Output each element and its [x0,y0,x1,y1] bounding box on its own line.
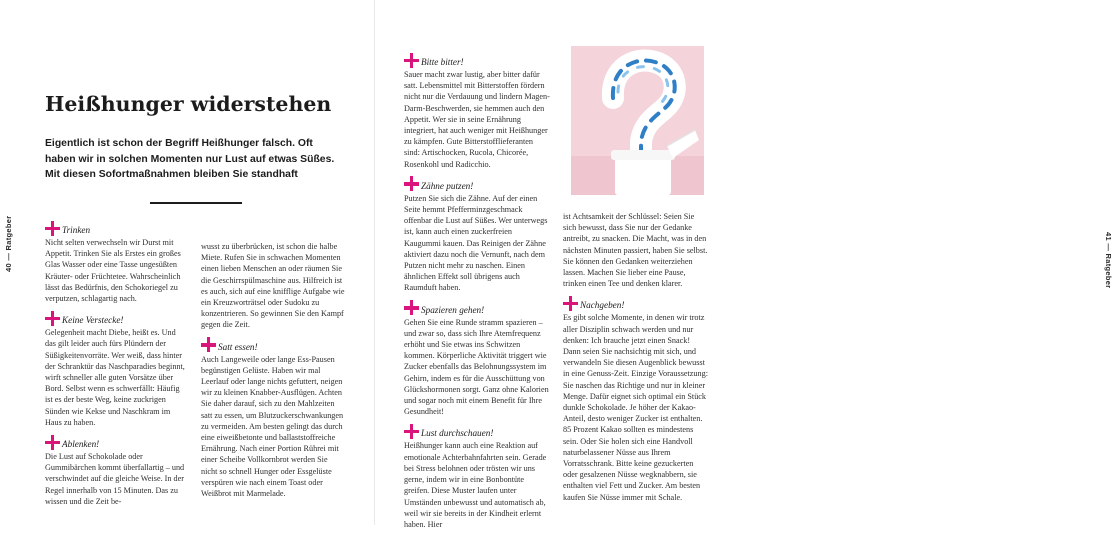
toothpaste-swirl-photo [571,46,704,195]
magenta-plus-icon [45,435,60,450]
magenta-plus-icon [201,337,216,352]
section-heading-bitter: Bitte bitter! [404,52,550,68]
page-folio-right: 41 — Ratgeber [1104,232,1113,289]
magenta-plus-icon [45,311,60,326]
section-text-spazieren: Gehen Sie eine Runde stramm spazieren – und zwar so, dass sich Ihre Atemfrequenz erhöht und Sie etwas ins Schwitzen kommen. Körperliche Aktivität triggert wie Zucker ebenfalls das Belohnungssystem im Gehirn, indem es für die Ausschüttung von Glückshormonen sorgt. Ganz ohne Kalorien und sogar noch mit einem Benefit für Ihre Gesundheit! [404,317,549,417]
section-heading-nachgeben: Nachgeben! [563,295,709,311]
section-text-trinken: Nicht selten verwechseln wir Durst mit Appetit. Trinken Sie als Erstes ein großes Glas Wasser oder eine Tasse ungesüßten Kräuter- oder Früchtetee. Wahrscheinlich lässt das Bedürfnis, den Schokoriegel zu verputzen, schlagartig nach. [45,238,181,304]
section-text-lust-continued: ist Achtsamkeit der Schlüssel: Seien Sie sich bewusst, dass Sie nur der Gedanke antreibt, zu snacken. Die Macht, was in den nächsten Minuten passiert, haben Sie selbst. Sie können den Gedanken weiterziehen lassen. Machen Sie lieber eine Pause, trinken einen Tee und denken klarer. [563,212,708,289]
section-heading-satt: Satt essen! [201,337,345,353]
text-column-4 [563,211,709,508]
section-text-nachgeben: Es gibt solche Momente, in denen wir trotz aller Disziplin schwach werden und nur denken: Ich brauche jetzt einen Snack! Dann seien Sie nachsichtig mit sich, und verwandeln Sie diesen Augenblick bewusst in eine Genuss-Zeit. Einzige Voraussetzung: Sie naschen das Richtige und nur in kleiner Menge. Dafür eignet sich optimal ein Stück dunkle Schokolade. Je höher der Kakao-Anteil, desto weniger Zucker ist enthalten. 85 Prozent Kakao sollten es mindestens sein. Oder Sie holen sich eine Handvoll naturbelassener Nüsse aus Ihrem Vorratsschrank. Bitte keine gezuckerten oder gesalzenen Nüsse wegknabbern, sie enthalten viel Fett und Zucker. Am besten kaufen Sie Nüsse immer mit Schale. [563,313,708,502]
page-folio-left: 40 — Ratgeber [4,215,13,272]
text-column-1 [45,220,188,512]
magenta-plus-icon [404,176,419,191]
section-heading-ablenken: Ablenken! [45,434,188,450]
text-column-2 [201,241,345,504]
text-column-3 [404,52,550,535]
toothpaste-swirl-icon [571,46,704,195]
article-intro: Eigentlich ist schon der Begriff Heißhunger falsch. Oft haben wir in solchen Momenten nur Lust auf etwas Süßes. Mit diesen Sofortmaßnahmen bleiben Sie standhaft [45,138,335,180]
section-text-ablenken: Die Lust auf Schokolade oder Gummibärchen kommt überfallartig – und verschwindet auf die gleiche Weise. In der Regel innerhalb von 15 Minuten. Das zu wissen und die Zeit be- [45,452,185,506]
section-text-verstecke: Gelegenheit macht Diebe, heißt es. Und das gilt leider auch fürs Plündern der Süßigkeitenvorräte. Wer weiß, dass hinter der Schranktür das Naschparadies beginnt, wirft schneller alle guten Vorsätze über Bord. Selbst wenn es schwerfällt: Häufig ist es der beste Weg, keine zuckrigen Sünden wie Kekse und Naschkram im Haus zu haben. [45,328,185,427]
magenta-plus-icon [404,53,419,68]
magenta-plus-icon [404,424,419,439]
section-text-lust: Heißhunger kann auch eine Reaktion auf emotionale Achterbahnfahrten sein. Gerade bei Stress belohnen oder trösten wir uns gerne, indem wir in eine Bonbontüte greifen. Diese Muster laufen unter Umständen unbewusst und automatisch ab, weil wir sie bereits in der Kindheit erlernt haben. Hier [404,441,547,529]
left-page [0,0,375,525]
magenta-plus-icon [404,300,419,315]
magenta-plus-icon [45,221,60,236]
section-text-satt: Auch Langeweile oder lange Ess-Pausen begünstigen Gelüste. Haben wir mal Leerlauf oder lange nichts gefuttert, neigen wir zu kleinen Knabber-Ausflügen. Achten Sie daher darauf, sich zu den Mahlzeiten satt zu essen, um Blutzuckerschwankungen zu vermeiden. Am besten gelingt das durch eine eiweißbetonte und ballaststoffreiche Ernährung. Nach einer Portion Rührei mit einer Scheibe Vollkornbrot werden Sie nicht so schnell Hunger oder Essgelüste verspüren wie nach einem Toast oder Weißbrot mit Marmelade. [201,354,344,499]
section-text-bitter: Sauer macht zwar lustig, aber bitter dafür satt. Lebensmittel mit Bitterstoffen fördern nicht nur die Verdauung und lindern Magen-Darm-Beschwerden, sie hemmen auch den Appetit. Wer sie in seine Ernährung integriert, hat auch weniger mit Heißhunger zu kämpfen. Gute Bitterstofflieferanten sind: Artischocken, Rucola, Chicorée, Rosenkohl und Radicchio. [404,70,550,169]
section-heading-zaehne: Zähne putzen! [404,176,550,192]
section-text-zaehne: Putzen Sie sich die Zähne. Auf der einen Seite hemmt Pfefferminzgeschmack offenbar die Lust auf Süßes. Wer unterwegs ist, kann auch einen zuckerfreien Kaugummi kauen. Das Reinigen der Zähne aktiviert dazu noch die Vernunft, nach dem Putzen nicht mehr zu naschen. Einen ähnlichen Effekt soll übrigens auch Raumduft haben. [404,193,548,293]
section-heading-verstecke: Keine Verstecke! [45,310,188,326]
section-heading-spazieren: Spazieren gehen! [404,300,550,316]
section-heading-lust: Lust durchschauen! [404,423,550,439]
title-divider [150,202,242,204]
section-text-ablenken-continued: wusst zu überbrücken, ist schon die halbe Miete. Rufen Sie in schwachen Momenten einen lieben Menschen an oder räumen Sie die Geschirrspülmaschine aus. Hilfreich ist es auch, sich auf eine knifflige Aufgabe wie ein Kreuzworträtsel oder Sudoku zu konzentrieren. So gewinnen Sie den Kampf gegen die Zeit. [201,242,345,330]
article-title: Heißhunger widerstehen [45,92,332,116]
section-heading-trinken: Trinken [45,220,188,236]
magenta-plus-icon [563,296,578,311]
